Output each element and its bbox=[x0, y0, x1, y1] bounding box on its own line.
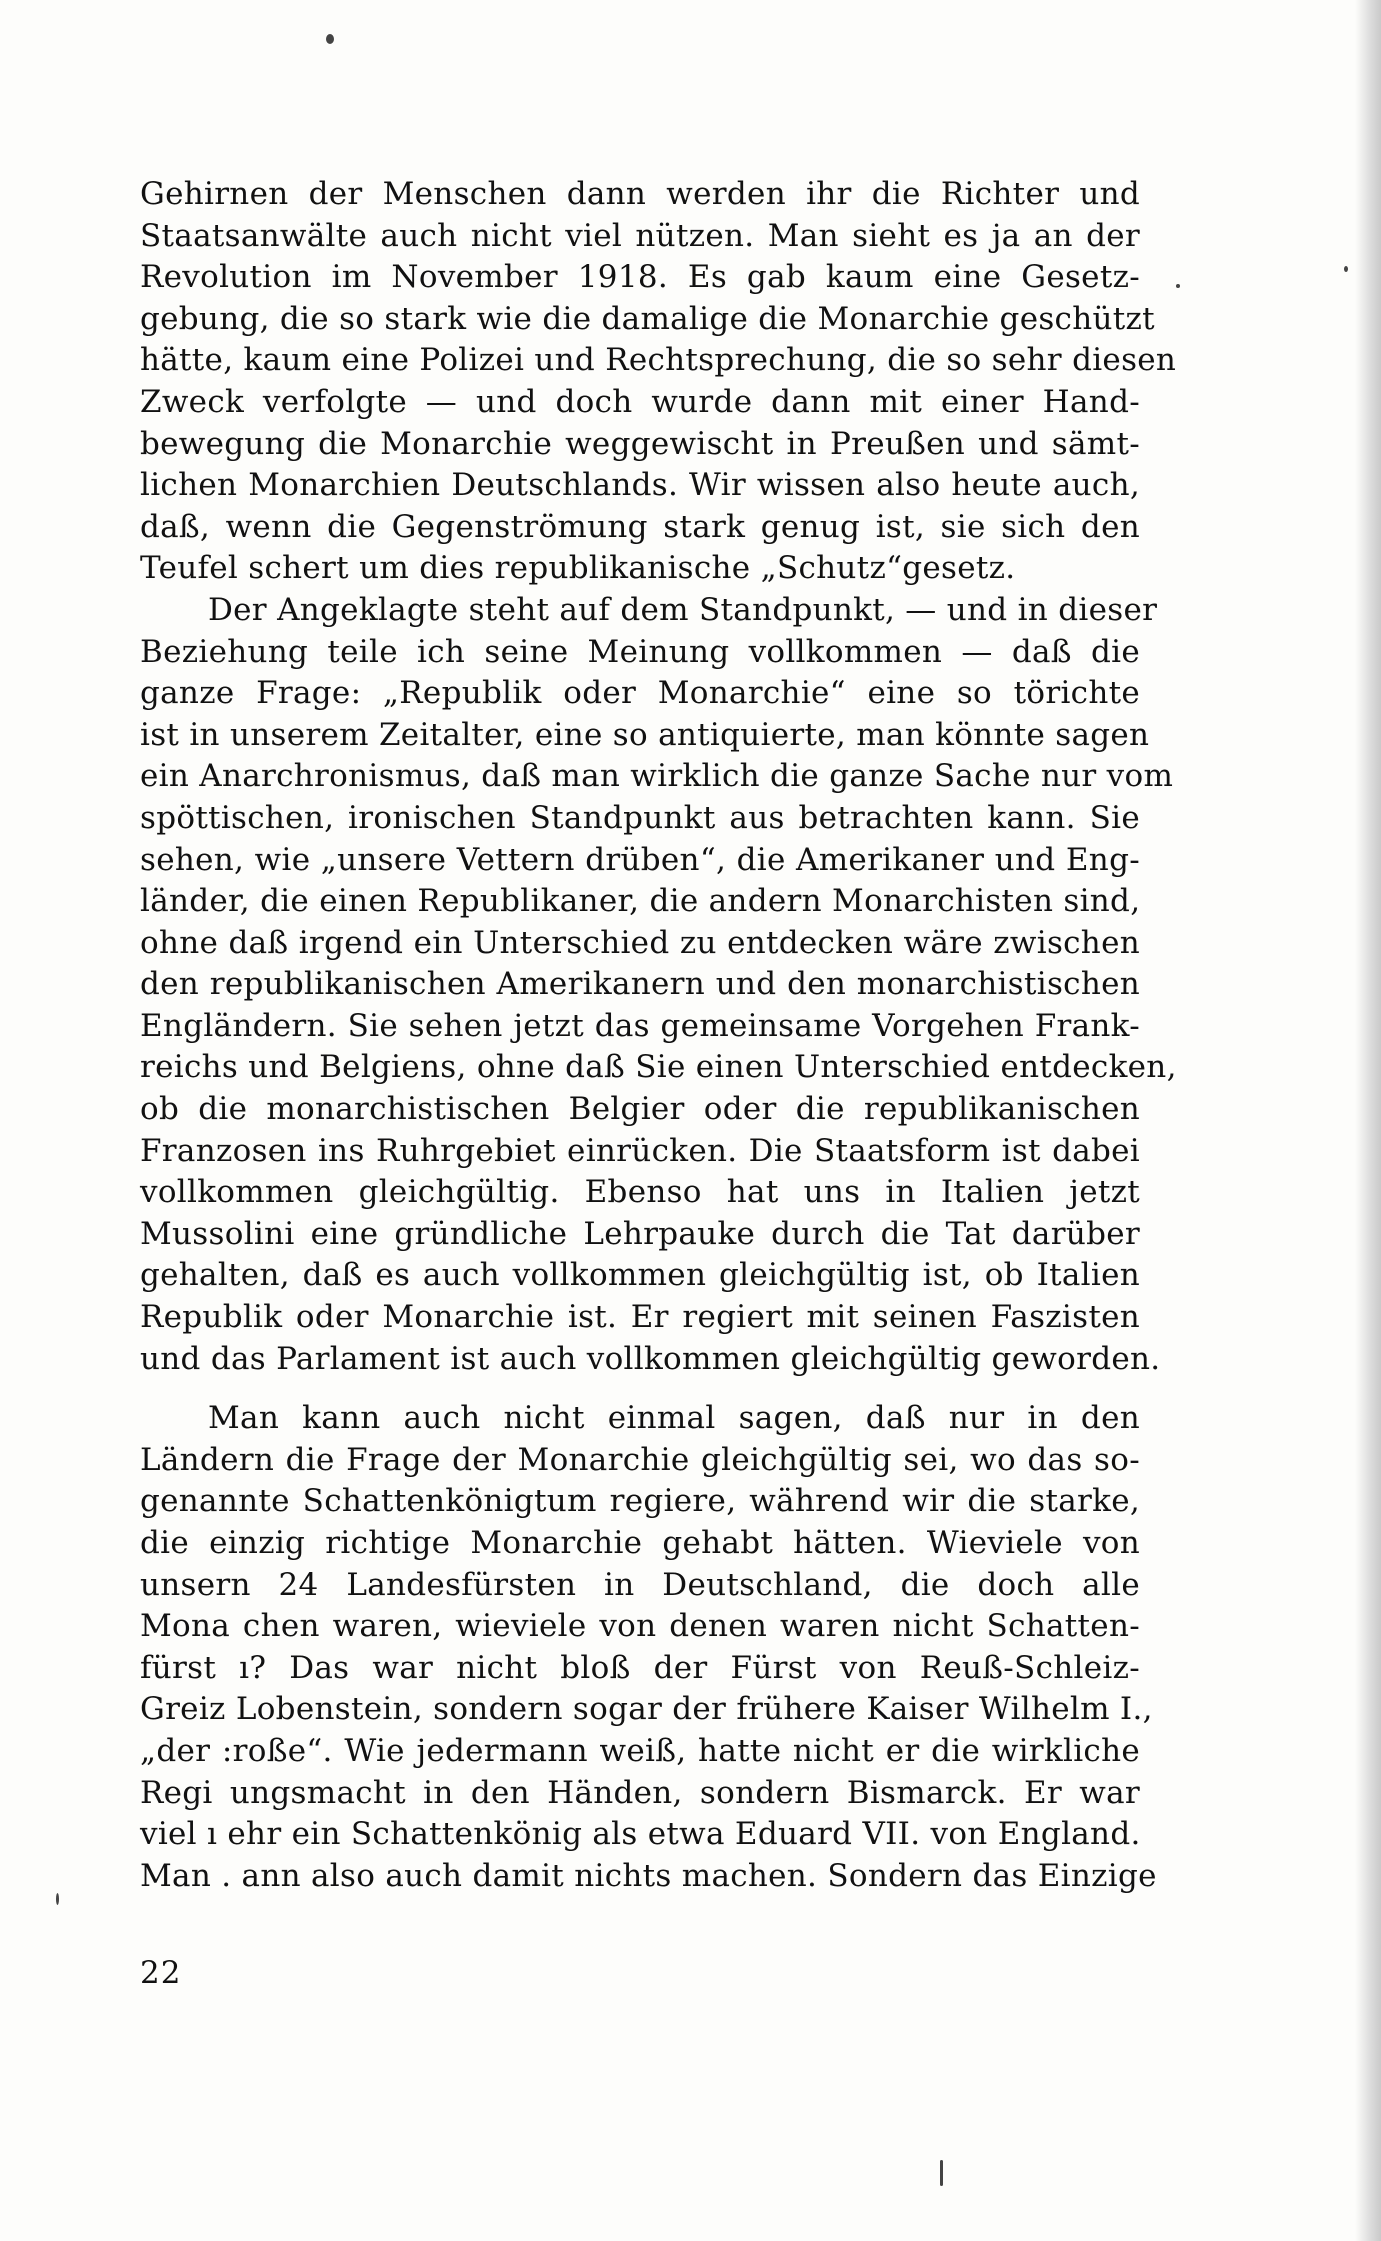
text-line: viel ı ehr ein Schattenkönig als etwa Eduard VII. von England. bbox=[140, 1816, 1141, 1853]
text-line: Man kann auch nicht einmal sagen, daß nur in den bbox=[208, 1400, 1140, 1437]
text-line: hätte, kaum eine Polizei und Rechtsprechung, die so sehr diesen bbox=[140, 342, 1177, 379]
paragraph bbox=[140, 1398, 1157, 1897]
ink-speck bbox=[56, 1893, 59, 1905]
text-line: Engländern. Sie sehen jetzt das gemeinsame Vorgehen Frank- bbox=[140, 1007, 1140, 1044]
text-line: spöttischen, ironischen Standpunkt aus betrachten kann. Sie bbox=[140, 799, 1140, 836]
text-line: Mussolini eine gründliche Lehrpauke durch die Tat darüber bbox=[140, 1215, 1140, 1252]
text-line: reichs und Belgiens, ohne daß Sie einen Unterschied entdecken, bbox=[140, 1049, 1177, 1086]
text-line: die einzig richtige Monarchie gehabt hätten. Wieviele von bbox=[140, 1525, 1140, 1561]
text-line: den republikanischen Amerikanern und den monarchistischen bbox=[140, 966, 1140, 1003]
text-line: „der :roße“. Wie jedermann weiß, hatte nicht er die wirkliche bbox=[140, 1732, 1140, 1769]
text-line: ob die monarchistischen Belgier oder die republikanischen bbox=[140, 1091, 1140, 1128]
text-line: Man . ann also auch damit nichts machen. Sondern das Einzige bbox=[140, 1857, 1157, 1894]
text-line: fürst ı? Das war nicht bloß der Fürst von Reuß-Schleiz- bbox=[140, 1649, 1140, 1686]
text-line: daß, wenn die Gegenströmung stark genug ist, sie sich den bbox=[140, 508, 1140, 545]
text-line: Der Angeklagte steht auf dem Standpunkt, — und in dieser bbox=[208, 591, 1158, 628]
ink-speck bbox=[1176, 284, 1180, 288]
text-line: Teufel schert um dies republikanische „Schutz“gesetz. bbox=[140, 550, 1016, 587]
text-line: und das Parlament ist auch vollkommen gleichgültig geworden. bbox=[140, 1340, 1161, 1377]
text-line: gebung, die so stark wie die damalige die Monarchie geschützt bbox=[140, 300, 1155, 337]
text-line: unsern 24 Landesfürsten in Deutschland, die doch alle bbox=[140, 1566, 1140, 1603]
text-line: bewegung die Monarchie weggewischt in Preußen und sämt- bbox=[140, 425, 1140, 462]
text-line: vollkommen gleichgültig. Ebenso hat uns in Italien jetzt bbox=[140, 1174, 1140, 1211]
text-line: Revolution im November 1918. Es gab kaum eine Gesetz- bbox=[140, 259, 1140, 296]
text-line: ein Anarchronismus, daß man wirklich die ganze Sache nur vom bbox=[140, 758, 1174, 795]
page-edge-shadow bbox=[1355, 0, 1381, 2241]
text-line: genannte Schattenkönigtum regiere, während wir die starke, bbox=[140, 1483, 1140, 1520]
ink-speck bbox=[326, 34, 334, 44]
body-text bbox=[140, 174, 1177, 1897]
text-line: gehalten, daß es auch vollkommen gleichgültig ist, ob Italien bbox=[140, 1257, 1140, 1294]
text-line: ist in unserem Zeitalter, eine so antiquierte, man könnte sagen bbox=[140, 716, 1150, 753]
text-line: Gehirnen der Menschen dann werden ihr die Richter und bbox=[140, 176, 1140, 212]
text-line: ganze Frage: „Republik oder Monarchie“ eine so törichte bbox=[140, 675, 1140, 712]
ink-speck bbox=[940, 2160, 943, 2186]
paragraph bbox=[140, 590, 1177, 1380]
text-line: länder, die einen Republikaner, die andern Monarchisten sind, bbox=[140, 883, 1141, 920]
text-line: Zweck verfolgte — und doch wurde dann mit einer Hand- bbox=[140, 383, 1140, 420]
paragraph-gap bbox=[140, 1380, 1140, 1398]
text-line: Ländern die Frage der Monarchie gleichgültig sei, wo das so- bbox=[140, 1441, 1140, 1478]
text-line: Franzosen ins Ruhrgebiet einrücken. Die Staatsform ist dabei bbox=[140, 1132, 1140, 1169]
ink-speck bbox=[1344, 266, 1348, 272]
text-line: ohne daß irgend ein Unterschied zu entdecken wäre zwischen bbox=[140, 924, 1140, 961]
text-line: Regi ungsmacht in den Händen, sondern Bismarck. Er war bbox=[140, 1774, 1140, 1811]
text-line: Beziehung teile ich seine Meinung vollkommen — daß die bbox=[140, 633, 1140, 670]
page-number: 22 bbox=[140, 1955, 182, 1991]
text-line: Staatsanwälte auch nicht viel nützen. Man sieht es ja an der bbox=[140, 217, 1140, 254]
paragraph bbox=[140, 174, 1177, 590]
text-line: Greiz Lobenstein, sondern sogar der frühere Kaiser Wilhelm I., bbox=[140, 1691, 1153, 1728]
text-line: Mona chen waren, wieviele von denen waren nicht Schatten- bbox=[140, 1608, 1140, 1645]
text-line: Republik oder Monarchie ist. Er regiert mit seinen Faszisten bbox=[140, 1299, 1140, 1336]
text-line: lichen Monarchien Deutschlands. Wir wissen also heute auch, bbox=[140, 467, 1140, 504]
text-line: sehen, wie „unsere Vettern drüben“, die Amerikaner und Eng- bbox=[140, 841, 1140, 878]
